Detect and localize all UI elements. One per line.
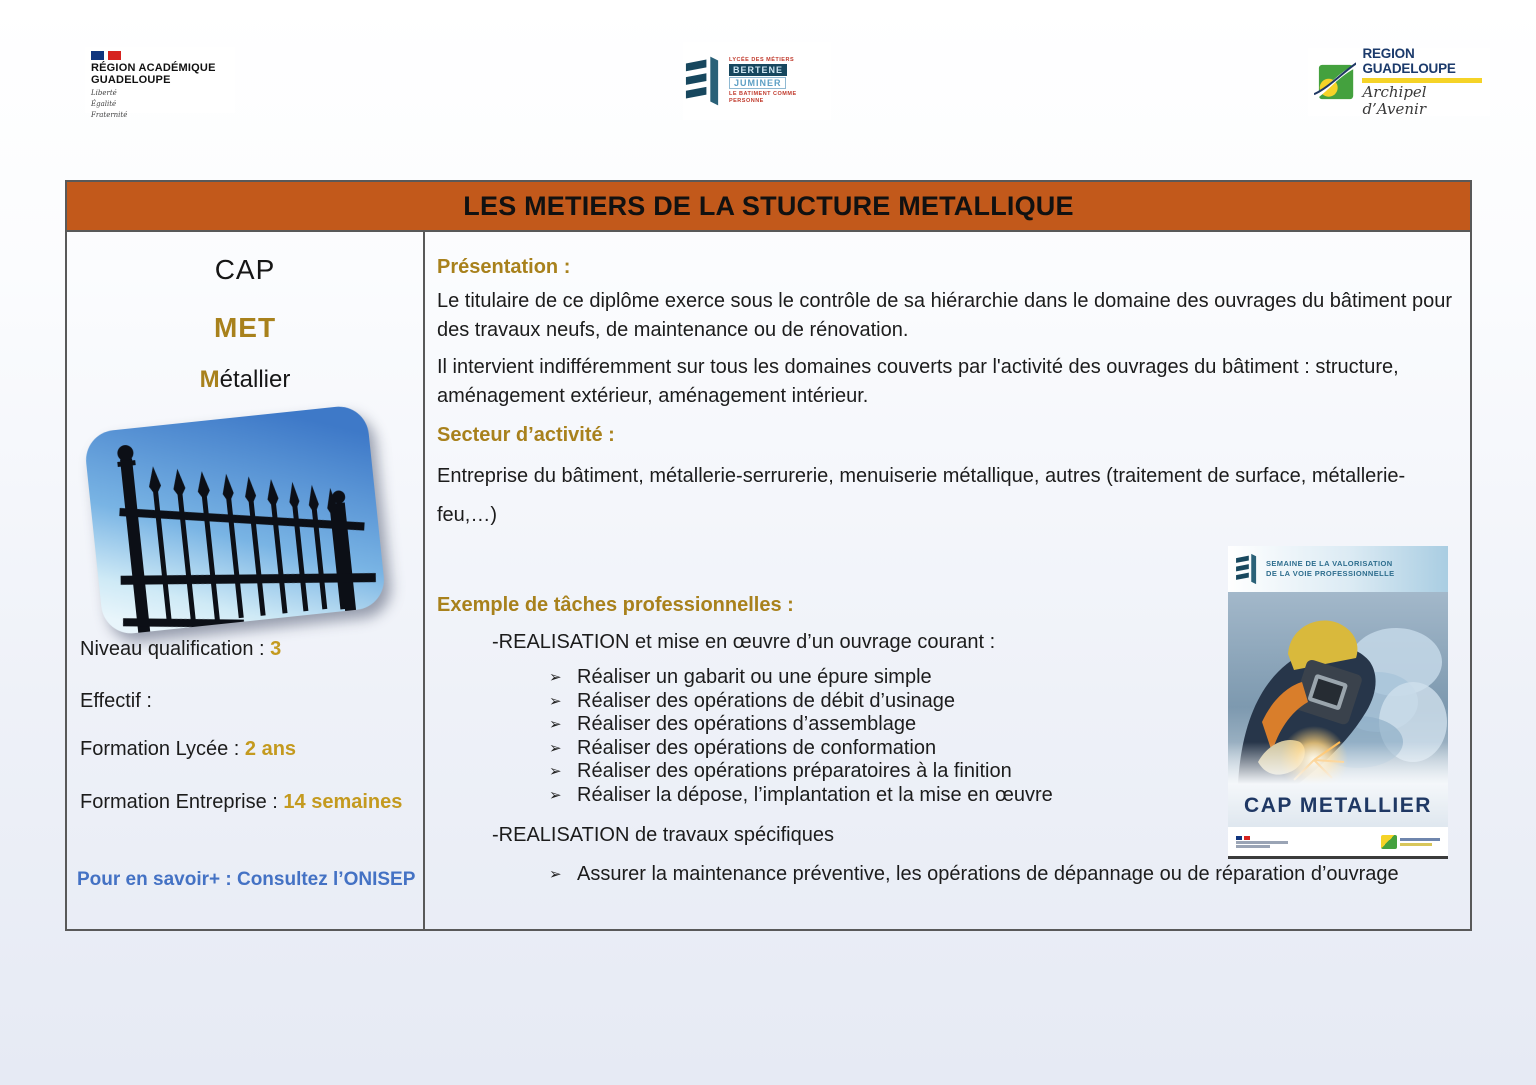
fence-photo [83, 404, 387, 637]
section-presentation [437, 256, 1462, 411]
taches-subtitle-1: -REALISATION et mise en œuvre d’un ouvrage courant : [492, 631, 996, 653]
list-item: ➢ Réaliser des opérations de débit d’usinage [549, 689, 956, 712]
field-label: Formation Lycée : [80, 738, 245, 760]
building-e-icon [683, 53, 724, 109]
arrow-bullet-icon: ➢ [549, 739, 562, 757]
logo-right-tagline: Archipel d’Avenir [1362, 83, 1427, 118]
field-niveau-qualification [80, 638, 281, 661]
job-name-rest: étallier [219, 366, 291, 393]
welder-photo [1228, 592, 1448, 784]
presentation-paragraph-2: Il intervient indifféremment sur tous les domaines couverts par l'activité des ouvrages du bâtiment : structure, aménagement extérieur, aménagement intérieur. [437, 356, 1399, 407]
job-name-initial: M [199, 366, 220, 393]
secteur-paragraph: Entreprise du bâtiment, métallerie-serrurerie, menuiserie métallique, autres (traitement de surface, métallerie-feu,…) [437, 465, 1406, 526]
diploma-label: CAP [214, 254, 276, 285]
list-item: ➢ Assurer la maintenance préventive, les opérations de dépannage ou de réparation d’ouvrage [549, 863, 1399, 885]
poster-footer [1228, 827, 1448, 856]
french-flag-icon [91, 51, 229, 60]
region-guadeloupe-icon [1314, 57, 1356, 107]
poster-title-band [1228, 784, 1448, 827]
section-secteur [437, 424, 1462, 535]
field-label: Niveau qualification : [80, 638, 271, 660]
task-list-2 [549, 863, 1462, 887]
field-value: 14 semaines [283, 791, 403, 813]
logo-left-line1: RÉGION ACADÉMIQUE [91, 62, 216, 74]
logo-region-guadeloupe [1308, 48, 1490, 116]
arrow-bullet-icon: ➢ [549, 866, 562, 883]
logo-left-line2: GUADELOUPE [91, 74, 171, 86]
field-formation-entreprise [80, 791, 402, 814]
cap-metallier-poster [1228, 546, 1448, 859]
logo-left-motto1: Liberté [91, 89, 117, 97]
logo-left-motto3: Fraternité [91, 111, 128, 119]
list-item: ➢ Réaliser un gabarit ou une épure simple [549, 666, 932, 688]
logo-lycee-bertene-juminer [683, 42, 831, 120]
diploma-code: MET [213, 312, 277, 343]
field-label: Effectif : [80, 690, 152, 712]
title-bar [67, 182, 1470, 232]
arrow-bullet-icon: ➢ [549, 786, 562, 804]
taches-subtitle-2: -REALISATION de travaux spécifiques [492, 824, 834, 846]
arrow-bullet-icon: ➢ [549, 716, 562, 733]
job-name [67, 366, 423, 394]
list-item: ➢ Réaliser des opérations d’assemblage [549, 713, 917, 735]
secteur-heading: Secteur d’activité : [437, 424, 615, 446]
logo-left-motto2: Égalité [91, 100, 117, 108]
page-title: LES METIERS DE LA STUCTURE METALLIQUE [463, 190, 1074, 221]
logo-right-name: REGION GUADELOUPE [1362, 46, 1456, 76]
list-item: ➢ Réaliser la dépose, l’implantation et la mise en œuvre [549, 783, 1053, 806]
arrow-bullet-icon: ➢ [549, 692, 562, 710]
left-column [67, 232, 425, 929]
presentation-heading: Présentation : [437, 256, 571, 278]
poster-header-text: SEMAINE DE LA VALORISATION DE LA VOIE PROFESSIONNELLE [1266, 559, 1395, 578]
building-e-icon [1234, 552, 1260, 586]
poster-header [1228, 546, 1448, 592]
logo-region-academique [85, 47, 235, 119]
logo-center-tagline: LE BATIMENT COMME PERSONNE [728, 91, 797, 104]
field-value: 3 [270, 638, 282, 660]
list-item: ➢ Réaliser des opérations de conformation [549, 736, 937, 759]
poster-title: CAP METALLIER [1244, 793, 1432, 817]
onisep-link[interactable]: Pour en savoir+ : Consultez l’ONISEP [77, 869, 416, 890]
arrow-bullet-icon: ➢ [549, 669, 562, 686]
mini-logo-region-guadeloupe [1381, 835, 1440, 849]
field-label: Formation Entreprise : [80, 791, 284, 813]
logo-center-line3: JUMINER [729, 77, 787, 89]
arrow-bullet-icon: ➢ [549, 763, 562, 780]
presentation-paragraph-1: Le titulaire de ce diplôme exerce sous le contrôle de sa hiérarchie dans le domaine des ouvrages du bâtiment pour des travaux neufs, de maintenance ou de rénovation. [437, 290, 1453, 341]
taches-heading: Exemple de tâches professionnelles : [437, 594, 794, 616]
logo-center-line1: LYCÉE DES MÉTIERS [728, 57, 795, 63]
field-value: 2 ans [244, 738, 297, 760]
list-item: ➢ Réaliser des opérations préparatoires à la finition [549, 760, 1012, 782]
logo-center-line2: BERTENE [729, 64, 787, 76]
mini-logo-region-academique [1236, 836, 1288, 848]
field-formation-lycee [80, 738, 296, 761]
field-effectif [80, 690, 152, 713]
